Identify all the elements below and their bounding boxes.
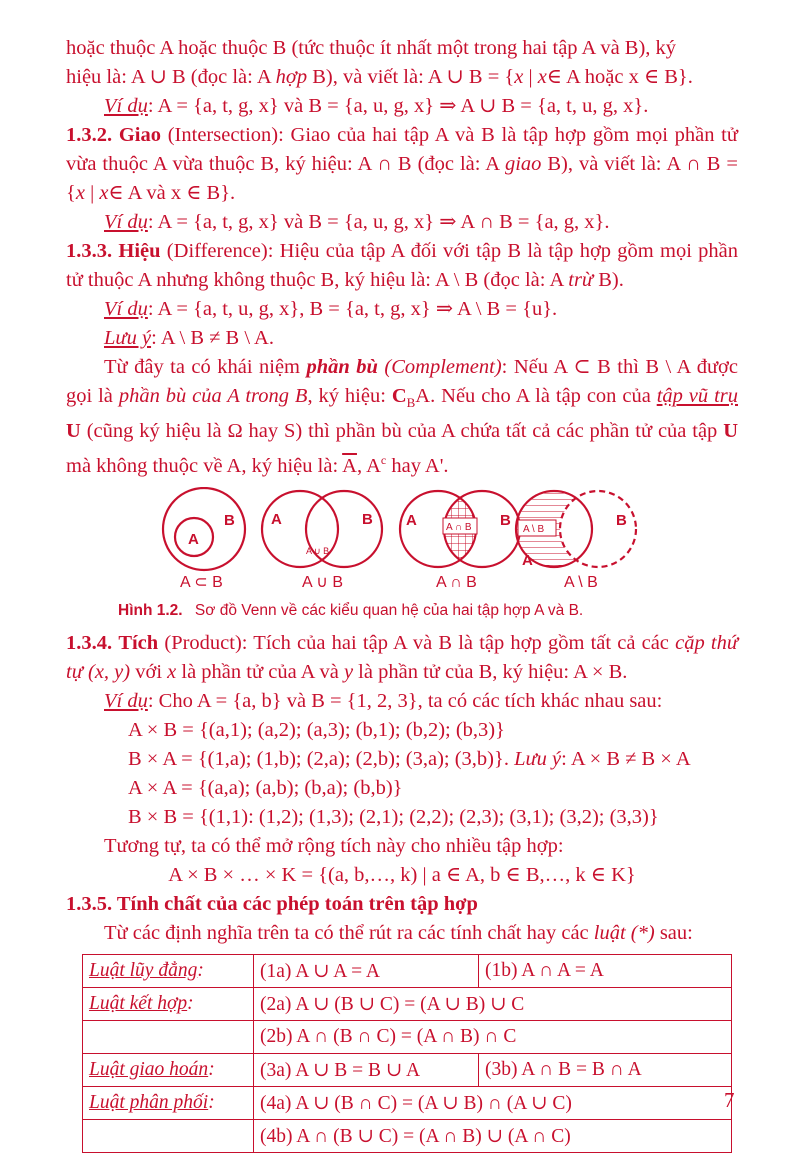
law-name-distributive: Luật phân phối: bbox=[83, 1086, 254, 1119]
product-bxb: B × B = {(1,1): (1,2); (1,3); (2,1); (2,2); (2,3); (3,1); (3,2); (3,3)} bbox=[128, 805, 659, 828]
venn-difference-inner-label: A \ B bbox=[523, 523, 545, 535]
complement-paragraph: Từ đây ta có khái niệm phần bù (Complement): Nếu A ⊂ B thì B \ A được gọi là phần bù của A trong B, ký hiệu: $C_BA$. Nếu cho A là tập con của tập vũ trụ U (cũng ký hiệu là Ω hay S) thì phần bù của A chứa tất cả các phần tử của tập U mà không thuộc về A, ký hiệu là: $\overline{A}$, $A^c$ hay A'. bbox=[66, 356, 738, 477]
law-2b: (2b) A ∩ (B ∩ C) = (A ∩ B) ∩ C bbox=[254, 1020, 732, 1053]
table-row bbox=[83, 1086, 732, 1119]
venn-union-a-label: A bbox=[271, 510, 282, 528]
table-row bbox=[83, 987, 732, 1020]
product-bxa: B × A = {(1,a); (1,b); (2,a); (2,b); (3,a); (3,b)}. Lưu ý: A × B ≠ B × A bbox=[128, 747, 691, 770]
venn-subset-b-circle bbox=[163, 488, 245, 570]
venn-intersection-a-label: A bbox=[406, 511, 417, 529]
difference-example: Ví dụ: A = {a, t, u, g, x}, B = {a, t, g, x} ⇒ A \ B = {u}. bbox=[104, 298, 558, 320]
venn-intersection-inner-label: A ∩ B bbox=[446, 521, 472, 533]
venn-difference-b-label: B bbox=[616, 511, 627, 529]
product-example: Ví dụ: Cho A = {a, b} và B = {1, 2, 3}, ta có các tích khác nhau sau: bbox=[104, 689, 663, 712]
section-properties-title: 1.3.5. Tính chất của các phép toán trên tập hợp bbox=[66, 892, 478, 915]
section-intersection: 1.3.2. Giao (Intersection): Giao của hai tập A và B là tập hợp gồm mọi phần tử vừa thuộc A vừa thuộc B, ký hiệu: A ∩ B (đọc là: A giao B), và viết là: A ∩ B = {x | x∈ A và x ∈ B}. bbox=[66, 124, 738, 204]
venn-difference bbox=[516, 491, 636, 591]
venn-union bbox=[262, 491, 382, 591]
venn-intersection-caption: A ∩ B bbox=[436, 573, 477, 591]
venn-difference-caption: A \ B bbox=[564, 573, 598, 591]
venn-union-inner-label: A ∪ B bbox=[306, 545, 330, 556]
venn-subset-b-label: B bbox=[224, 511, 235, 529]
law-4a: (4a) A ∪ (B ∩ C) = (A ∪ B) ∩ (A ∪ C) bbox=[254, 1086, 732, 1119]
law-name-idempotent: Luật lũy đẳng: bbox=[83, 954, 254, 987]
page-content bbox=[66, 34, 738, 1153]
product-axa: A × A = {(a,a); (a,b); (b,a); (b,b)} bbox=[128, 776, 403, 799]
difference-note: Lưu ý: A \ B ≠ B \ A. bbox=[104, 327, 274, 349]
intersection-example: Ví dụ: A = {a, t, g, x} và B = {a, u, g, x} ⇒ A ∩ B = {a, g, x}. bbox=[104, 211, 610, 233]
law-2a: (2a) A ∪ (B ∪ C) = (A ∪ B) ∪ C bbox=[254, 987, 732, 1020]
law-name-empty bbox=[83, 1119, 254, 1152]
law-1a: (1a) A ∪ A = A bbox=[254, 954, 479, 987]
union-definition-line2: hiệu là: A ∪ B (đọc là: A hợp B), và viết là: A ∪ B = {x | x∈ A hoặc x ∈ B}. bbox=[66, 66, 693, 88]
page-number: 7 bbox=[724, 1088, 735, 1112]
union-example: Ví dụ: A = {a, t, g, x} và B = {a, u, g, x} ⇒ A ∪ B = {a, t, u, g, x}. bbox=[104, 95, 649, 117]
venn-union-b-label: B bbox=[362, 510, 373, 528]
properties-intro: Từ các định nghĩa trên ta có thể rút ra các tính chất hay các luật (*) sau: bbox=[104, 921, 693, 944]
figure-caption: Hình 1.2. Sơ đồ Venn về các kiểu quan hệ của hai tập hợp A và B. bbox=[118, 601, 584, 619]
venn-union-caption: A ∪ B bbox=[302, 573, 344, 591]
table-row bbox=[83, 1119, 732, 1152]
section-difference: 1.3.3. Hiệu (Difference): Hiệu của tập A đối với tập B là tập hợp gồm mọi phần tử thuộc A nhưng không thuộc B, ký hiệu là: A \ B (đọc là: A trừ B). bbox=[66, 240, 738, 291]
union-definition-line1: hoặc thuộc A hoặc thuộc B (tức thuộc ít nhất một trong hai tập A và B), ký bbox=[66, 37, 677, 59]
section-product: 1.3.4. Tích (Product): Tích của hai tập A và B là tập hợp gồm tất cả các cặp thứ tự (x, y) với x là phần tử của A và y là phần tử của B, ký hiệu: A × B. bbox=[66, 631, 738, 683]
product-axb: A × B = {(a,1); (a,2); (a,3); (b,1); (b,2); (b,3)} bbox=[128, 718, 505, 741]
law-name-associative: Luật kết hợp: bbox=[83, 987, 254, 1020]
product-general: A × B × … × K = {(a, b,…, k) | a ∈ A, b ∈ B,…, k ∈ K} bbox=[168, 863, 636, 886]
venn-intersection bbox=[400, 491, 520, 591]
venn-difference-a-label: A bbox=[522, 551, 533, 569]
venn-subset-a-label: A bbox=[188, 530, 199, 548]
venn-diagrams bbox=[66, 487, 738, 595]
venn-intersection-b-label: B bbox=[500, 511, 511, 529]
law-name-empty bbox=[83, 1020, 254, 1053]
table-row bbox=[83, 1020, 732, 1053]
law-name-commutative: Luật giao hoán: bbox=[83, 1053, 254, 1086]
product-extend: Tương tự, ta có thể mở rộng tích này cho nhiều tập hợp: bbox=[104, 834, 564, 857]
law-3b: (3b) A ∩ B = B ∩ A bbox=[479, 1053, 732, 1086]
venn-subset bbox=[163, 488, 245, 591]
table-row bbox=[83, 954, 732, 987]
laws-table bbox=[82, 954, 732, 1153]
venn-subset-caption: A ⊂ B bbox=[180, 573, 223, 591]
law-1b: (1b) A ∩ A = A bbox=[479, 954, 732, 987]
law-3a: (3a) A ∪ B = B ∪ A bbox=[254, 1053, 479, 1086]
law-4b: (4b) A ∩ (B ∪ C) = (A ∩ B) ∪ (A ∩ C) bbox=[254, 1119, 732, 1152]
table-row bbox=[83, 1053, 732, 1086]
